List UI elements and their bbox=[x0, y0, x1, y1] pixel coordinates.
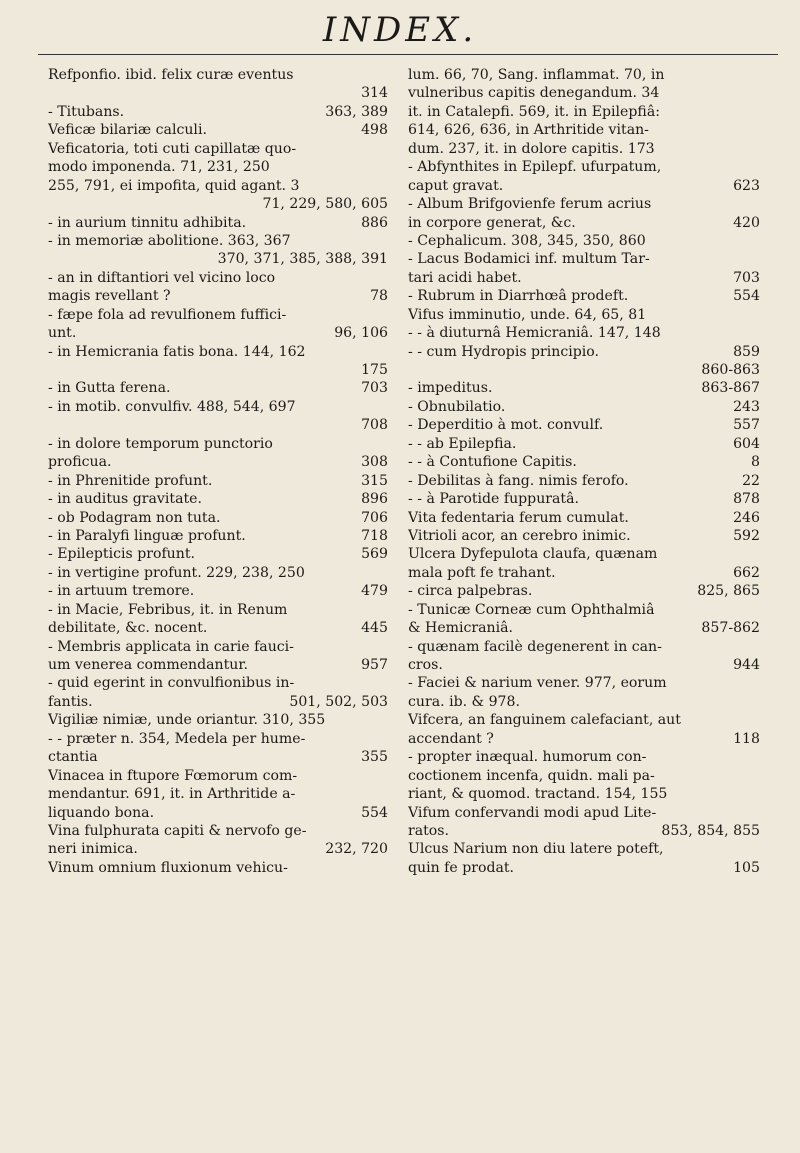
index-entry-line bbox=[48, 582, 388, 600]
index-entry-line bbox=[408, 564, 760, 582]
entry-page-numbers: 445 bbox=[361, 620, 388, 637]
entry-text: - Tunicæ Corneæ cum Ophthalmiâ bbox=[408, 601, 655, 618]
index-entry-line bbox=[408, 804, 760, 822]
entry-text: 614, 626, 636, in Arthritide vitan- bbox=[408, 122, 649, 139]
entry-text: - ob Podagram non tuta. bbox=[48, 509, 221, 526]
entry-text: fantis. bbox=[48, 693, 93, 710]
index-entry-line bbox=[408, 361, 760, 379]
entry-page-numbers: 355 bbox=[361, 749, 388, 766]
index-entry-line bbox=[48, 785, 388, 803]
index-entry-line bbox=[408, 840, 760, 858]
entry-text: - in auditus gravitate. bbox=[48, 491, 202, 508]
index-entry-line bbox=[48, 840, 388, 858]
index-entry-line bbox=[408, 748, 760, 766]
entry-text: - Rubrum in Diarrhœâ prodeft. bbox=[408, 288, 629, 305]
index-entry-line bbox=[408, 693, 760, 711]
entry-text: - in Paralyfi linguæ profunt. bbox=[48, 527, 246, 544]
entry-text: neri inimica. bbox=[48, 841, 138, 858]
entry-text: - Cephalicum. 308, 345, 350, 860 bbox=[408, 232, 646, 249]
index-entry-line bbox=[408, 472, 760, 490]
index-entry-line bbox=[48, 214, 388, 232]
entry-text: - Debilitas à fang. nimis ferofo. bbox=[408, 472, 629, 489]
entry-text: accendant ? bbox=[408, 730, 494, 747]
index-entry-line bbox=[408, 121, 760, 139]
index-entry-line bbox=[48, 66, 388, 84]
index-entry-line bbox=[408, 711, 760, 729]
entry-text: - an in diftantiori vel vicino loco bbox=[48, 269, 276, 286]
index-entry-line bbox=[48, 232, 388, 250]
index-entry-line bbox=[48, 269, 388, 287]
entry-text: Vitrioli acor, an cerebro inimic. bbox=[408, 527, 631, 544]
index-entry-line bbox=[48, 398, 388, 416]
index-entry-line bbox=[48, 250, 388, 268]
index-entry-line bbox=[48, 656, 388, 674]
entry-text: - - à Contufione Capitis. bbox=[408, 454, 577, 471]
entry-text: liquando bona. bbox=[48, 804, 155, 821]
entry-text: unt. bbox=[48, 325, 77, 342]
entry-text: - Membris applicata in carie fauci- bbox=[48, 638, 294, 655]
header-rule bbox=[38, 54, 778, 55]
index-entry-line bbox=[408, 859, 760, 877]
entry-text: magis revellant ? bbox=[48, 288, 171, 305]
entry-page-numbers: 886 bbox=[361, 214, 388, 231]
entry-text: 255, 791, ei impofita, quid agant. 3 bbox=[48, 177, 300, 194]
entry-text: cura. ib. & 978. bbox=[408, 693, 520, 710]
entry-text: - Obnubilatio. bbox=[408, 398, 506, 415]
index-entry-line bbox=[408, 545, 760, 563]
entry-text: - Deperditio à mot. convulf. bbox=[408, 417, 604, 434]
index-entry-line bbox=[408, 343, 760, 361]
index-entry-line bbox=[48, 140, 388, 158]
entry-text: tari acidi habet. bbox=[408, 269, 522, 286]
entry-text: Veficæ bilariæ calculi. bbox=[48, 122, 207, 139]
entry-text: Vinacea in ftupore Fœmorum com- bbox=[48, 767, 298, 784]
index-entry-line bbox=[408, 324, 760, 342]
index-entry-line bbox=[48, 306, 388, 324]
index-entry-line bbox=[48, 472, 388, 490]
entry-page-numbers: 896 bbox=[361, 491, 388, 508]
entry-text: Refponfio. ibid. felix curæ eventus bbox=[48, 67, 294, 83]
index-entry-line bbox=[48, 177, 388, 195]
entry-text: - in aurium tinnitu adhibita. bbox=[48, 214, 247, 231]
entry-page-numbers: 315 bbox=[361, 472, 388, 489]
index-entry-line bbox=[48, 361, 388, 379]
entry-page-numbers: 308 bbox=[361, 454, 388, 471]
entry-text: Vifcera, an fanguinem calefaciant, aut bbox=[408, 712, 681, 729]
entry-page-numbers: 957 bbox=[361, 657, 388, 673]
index-entry-line bbox=[48, 195, 388, 213]
entry-page-numbers: 860-863 bbox=[701, 362, 760, 378]
index-entry-line bbox=[408, 232, 760, 250]
entry-text: um venerea commendantur. bbox=[48, 657, 249, 673]
index-entry-line bbox=[48, 693, 388, 711]
entry-text: debilitate, &c. nocent. bbox=[48, 620, 208, 637]
entry-text: - - præter n. 354, Medela per hume- bbox=[48, 730, 306, 747]
index-entry-line bbox=[48, 822, 388, 840]
index-entry-line bbox=[408, 177, 760, 195]
entry-text: - propter inæqual. humorum con- bbox=[408, 749, 647, 766]
index-entry-line bbox=[48, 674, 388, 692]
index-entry-line bbox=[408, 601, 760, 619]
entry-page-numbers: 105 bbox=[733, 859, 760, 876]
entry-page-numbers: 706 bbox=[361, 509, 388, 526]
entry-text: - quænam facilè degenerent in can- bbox=[408, 638, 662, 655]
index-entry-line bbox=[408, 379, 760, 397]
entry-page-numbers: 71, 229, 580, 605 bbox=[262, 196, 388, 213]
entry-text: dum. 237, it. in dolore capitis. 173 bbox=[408, 140, 655, 157]
entry-text: - Epilepticis profunt. bbox=[48, 546, 195, 563]
index-entry-line bbox=[408, 398, 760, 416]
entry-text: - impeditus. bbox=[408, 380, 493, 397]
entry-page-numbers: 420 bbox=[733, 214, 760, 231]
entry-page-numbers: 314 bbox=[361, 85, 388, 102]
index-entry-line bbox=[408, 287, 760, 305]
entry-page-numbers: 363, 389 bbox=[325, 103, 388, 120]
index-entry-line bbox=[48, 490, 388, 508]
entry-text: Vigiliæ nimiæ, unde oriantur. 310, 355 bbox=[48, 712, 326, 729]
entry-text: mala poft fe trahant. bbox=[408, 564, 556, 581]
entry-text: Ulcus Narium non diu latere poteft, bbox=[408, 841, 664, 858]
index-entry-line bbox=[408, 822, 760, 840]
entry-text: - in Phrenitide profunt. bbox=[48, 472, 213, 489]
index-entry-line bbox=[408, 140, 760, 158]
entry-page-numbers: 8 bbox=[751, 454, 760, 471]
index-entry-line bbox=[408, 416, 760, 434]
index-entry-line bbox=[408, 674, 760, 692]
entry-text: caput gravat. bbox=[408, 177, 504, 194]
index-entry-line bbox=[48, 416, 388, 434]
entry-text: ratos. bbox=[408, 822, 450, 839]
entry-text: Vita fedentaria ferum cumulat. bbox=[408, 509, 629, 526]
entry-page-numbers: 96, 106 bbox=[334, 325, 388, 342]
entry-page-numbers: 557 bbox=[733, 417, 760, 434]
entry-text: - - à Parotide fuppuratâ. bbox=[408, 491, 579, 508]
entry-text: it. in Catalepfi. 569, it. in Epilepfiâ: bbox=[408, 103, 660, 120]
index-entry-line bbox=[408, 84, 760, 102]
entry-text: - Abfynthites in Epilepf. ufurpatum, bbox=[408, 159, 662, 176]
entry-page-numbers: 569 bbox=[361, 546, 388, 563]
entry-text: - in Hemicrania fatis bona. 144, 162 bbox=[48, 343, 306, 360]
entry-text: - Faciei & narium vener. 977, eorum bbox=[408, 675, 667, 692]
index-entry-line bbox=[408, 269, 760, 287]
index-entry-line bbox=[408, 66, 760, 84]
entry-page-numbers: 853, 854, 855 bbox=[661, 822, 760, 839]
entry-text: - fæpe fola ad revulfionem fuffici- bbox=[48, 306, 287, 323]
entry-text: proficua. bbox=[48, 454, 112, 471]
entry-page-numbers: 944 bbox=[733, 657, 760, 673]
entry-page-numbers: 857-862 bbox=[701, 620, 760, 637]
index-entry-line bbox=[408, 453, 760, 471]
entry-page-numbers: 703 bbox=[733, 269, 760, 286]
entry-page-numbers: 175 bbox=[361, 362, 388, 378]
entry-text: - - cum Hydropis principio. bbox=[408, 343, 600, 360]
entry-text: - in Gutta ferena. bbox=[48, 380, 171, 397]
entry-page-numbers: 479 bbox=[361, 583, 388, 600]
entry-text: - in artuum tremore. bbox=[48, 583, 195, 600]
index-entry-line bbox=[408, 195, 760, 213]
entry-page-numbers: 501, 502, 503 bbox=[289, 693, 388, 710]
entry-page-numbers: 859 bbox=[733, 343, 760, 360]
index-entry-line bbox=[408, 250, 760, 268]
index-entry-line bbox=[408, 656, 760, 674]
entry-text: - in memoriæ abolitione. 363, 367 bbox=[48, 232, 291, 249]
entry-page-numbers: 232, 720 bbox=[325, 841, 388, 858]
index-entry-line bbox=[48, 379, 388, 397]
index-entry-line bbox=[408, 619, 760, 637]
index-entry-line bbox=[48, 545, 388, 563]
entry-text: Vifum confervandi modi apud Lite- bbox=[408, 804, 657, 821]
index-entry-line bbox=[48, 324, 388, 342]
entry-text: in corpore generat, &c. bbox=[408, 214, 576, 231]
index-entry-line bbox=[48, 343, 388, 361]
index-entry-line bbox=[48, 158, 388, 176]
index-entry-line bbox=[48, 121, 388, 139]
entry-page-numbers: 78 bbox=[370, 288, 388, 305]
entry-page-numbers: 718 bbox=[361, 527, 388, 544]
entry-text: - Titubans. bbox=[48, 103, 125, 120]
entry-page-numbers: 703 bbox=[361, 380, 388, 397]
page-header: INDEX. bbox=[322, 10, 478, 50]
index-entry-line bbox=[408, 306, 760, 324]
entry-page-numbers: 370, 371, 385, 388, 391 bbox=[217, 251, 388, 268]
index-entry-line bbox=[48, 804, 388, 822]
index-entry-line bbox=[48, 730, 388, 748]
entry-text: lum. 66, 70, Sang. inflammat. 70, in bbox=[408, 67, 665, 83]
index-entry-line bbox=[48, 84, 388, 102]
entry-page-numbers: 623 bbox=[733, 177, 760, 194]
entry-text: - in dolore temporum punctorio bbox=[48, 435, 273, 452]
entry-page-numbers: 662 bbox=[733, 564, 760, 581]
entry-page-numbers: 498 bbox=[361, 122, 388, 139]
index-entry-line bbox=[48, 435, 388, 453]
entry-text: ctantia bbox=[48, 749, 98, 766]
entry-text: - in vertigine profunt. 229, 238, 250 bbox=[48, 564, 305, 581]
entry-page-numbers: 243 bbox=[733, 398, 760, 415]
right-column bbox=[408, 66, 760, 877]
entry-text: - Lacus Bodamici inf. multum Tar- bbox=[408, 251, 650, 268]
entry-text: Ulcera Dyfepulota claufa, quænam bbox=[408, 546, 658, 563]
entry-text: mendantur. 691, it. in Arthritide a- bbox=[48, 786, 296, 803]
index-entry-line bbox=[408, 785, 760, 803]
entry-page-numbers: 708 bbox=[361, 417, 388, 434]
entry-page-numbers: 246 bbox=[733, 509, 760, 526]
entry-text: riant, & quomod. tractand. 154, 155 bbox=[408, 786, 668, 803]
index-entry-line bbox=[408, 103, 760, 121]
index-entry-line bbox=[408, 767, 760, 785]
entry-page-numbers: 554 bbox=[361, 804, 388, 821]
entry-text: - in motib. convulfiv. 488, 544, 697 bbox=[48, 398, 296, 415]
entry-text: quin fe prodat. bbox=[408, 859, 515, 876]
index-entry-line bbox=[408, 435, 760, 453]
entry-page-numbers: 878 bbox=[733, 491, 760, 508]
index-entry-line bbox=[408, 490, 760, 508]
index-entry-line bbox=[408, 638, 760, 656]
index-entry-line bbox=[408, 582, 760, 600]
index-entry-line bbox=[48, 859, 388, 877]
entry-text: Vifus imminutio, unde. 64, 65, 81 bbox=[408, 306, 647, 323]
index-entry-line bbox=[408, 527, 760, 545]
index-entry-line bbox=[408, 509, 760, 527]
left-column bbox=[48, 66, 388, 877]
index-entry-line bbox=[48, 564, 388, 582]
entry-text: - quid egerint in convulfionibus in- bbox=[48, 675, 295, 692]
index-entry-line bbox=[48, 509, 388, 527]
index-entry-line bbox=[48, 638, 388, 656]
entry-page-numbers: 604 bbox=[733, 435, 760, 452]
entry-text: - - ab Epilepfia. bbox=[408, 435, 517, 452]
entry-text: coctionem incenfa, quidn. mali pa- bbox=[408, 767, 655, 784]
entry-text: Vinum omnium fluxionum vehicu- bbox=[48, 859, 288, 876]
entry-text: cros. bbox=[408, 657, 443, 673]
index-entry-line bbox=[408, 730, 760, 748]
entry-page-numbers: 592 bbox=[733, 527, 760, 544]
index-entry-line bbox=[48, 287, 388, 305]
entry-text: - circa palpebras. bbox=[408, 583, 533, 600]
entry-page-numbers: 554 bbox=[733, 288, 760, 305]
index-entry-line bbox=[48, 619, 388, 637]
index-entry-line bbox=[48, 601, 388, 619]
index-entry-line bbox=[408, 158, 760, 176]
entry-text: modo imponenda. 71, 231, 250 bbox=[48, 159, 270, 176]
entry-page-numbers: 863-867 bbox=[701, 380, 760, 397]
entry-text: Vina fulphurata capiti & nervofo ge- bbox=[48, 822, 307, 839]
entry-text: - Album Brifgovienfe ferum acrius bbox=[408, 196, 652, 213]
index-entry-line bbox=[48, 103, 388, 121]
entry-text: Veficatoria, toti cuti capillatæ quo- bbox=[48, 140, 297, 157]
entry-page-numbers: 22 bbox=[742, 472, 760, 489]
index-entry-line bbox=[48, 748, 388, 766]
entry-text: - - à diuturnâ Hemicraniâ. 147, 148 bbox=[408, 325, 661, 342]
index-entry-line bbox=[48, 711, 388, 729]
entry-page-numbers: 118 bbox=[733, 730, 760, 747]
index-entry-line bbox=[48, 767, 388, 785]
index-entry-line bbox=[48, 453, 388, 471]
entry-text: & Hemicraniâ. bbox=[408, 620, 514, 637]
entry-text: - in Macie, Febribus, it. in Renum bbox=[48, 601, 288, 618]
entry-page-numbers: 825, 865 bbox=[697, 583, 760, 600]
index-entry-line bbox=[48, 527, 388, 545]
index-entry-line bbox=[408, 214, 760, 232]
entry-text: vulneribus capitis denegandum. 34 bbox=[408, 85, 660, 102]
